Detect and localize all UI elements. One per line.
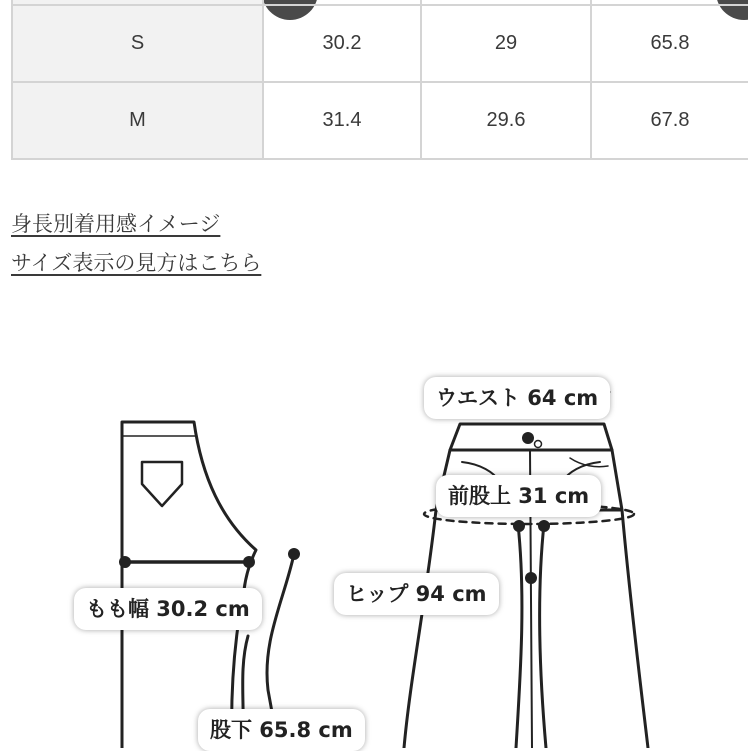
inseam-callout: 股下 65.8 cm — [198, 709, 365, 751]
size-table — [11, 0, 748, 160]
rise-value: 29 — [421, 5, 591, 82]
thigh-value: 30.2 — [263, 5, 421, 82]
inseam-value: 67.8 — [591, 82, 748, 159]
table-row — [12, 5, 748, 82]
rise-value: 29.6 — [421, 82, 591, 159]
pants-diagram — [0, 300, 748, 748]
size-label: S — [12, 5, 263, 82]
size-guide-link[interactable]: サイズ表示の見方はこちら — [11, 251, 262, 275]
fit-by-height-link[interactable]: 身長別着用感イメージ — [11, 212, 221, 236]
waist-callout: ウエスト 64 cm — [424, 377, 610, 419]
table-row — [12, 82, 748, 159]
side-view-drawing — [122, 422, 294, 748]
inseam-value: 65.8 — [591, 5, 748, 82]
thigh-value: 31.4 — [263, 82, 421, 159]
thigh-callout: もも幅 30.2 cm — [74, 588, 262, 630]
size-label: M — [12, 82, 263, 159]
hip-callout: ヒップ 94 cm — [334, 573, 499, 615]
rise-callout: 前股上 31 cm — [436, 475, 601, 517]
